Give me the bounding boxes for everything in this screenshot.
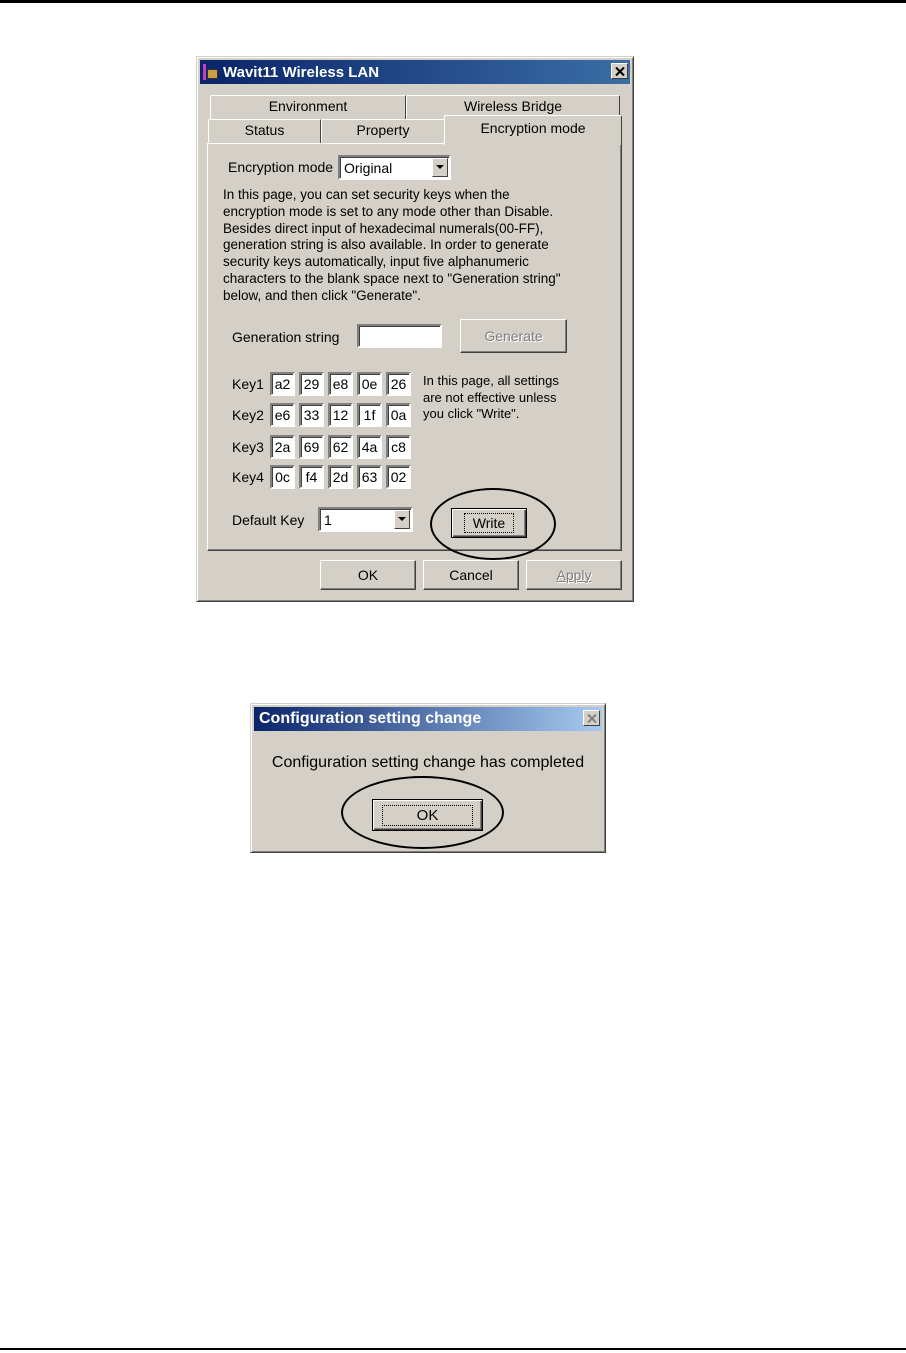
key4-byte2[interactable]: f4	[299, 465, 324, 489]
default-key-value: 1	[324, 511, 332, 528]
highlight-ring-write	[430, 488, 556, 560]
confirm-message: Configuration setting change has completed	[271, 754, 585, 771]
key3-byte2[interactable]: 69	[299, 435, 324, 459]
key1-byte3[interactable]: e8	[328, 372, 353, 396]
generation-string-label: Generation string	[232, 329, 340, 345]
key4-byte5[interactable]: 02	[386, 465, 411, 489]
confirm-ok-label: OK	[382, 805, 474, 826]
key3-byte5[interactable]: c8	[386, 435, 411, 459]
key4-byte4[interactable]: 63	[357, 465, 382, 489]
key4-byte3[interactable]: 2d	[328, 465, 353, 489]
key2-byte2[interactable]: 33	[299, 403, 324, 427]
apply-button-label: Apply	[556, 567, 592, 583]
page-top-rule	[0, 0, 906, 3]
tab-environment[interactable]: Environment	[210, 95, 406, 119]
description-line: security keys automatically, input five alphanumeric	[223, 254, 529, 270]
tab-status[interactable]: Status	[208, 119, 321, 143]
close-icon[interactable]	[583, 710, 600, 726]
key3-byte3[interactable]: 62	[328, 435, 353, 459]
ok-button[interactable]: OK	[320, 560, 416, 590]
key2-label: Key2	[232, 407, 264, 423]
generate-button[interactable]: Generate	[460, 319, 567, 353]
confirm-title: Configuration setting change	[259, 710, 482, 727]
dialog-title: Wavit11 Wireless LAN	[223, 63, 380, 81]
key2-byte3[interactable]: 12	[328, 403, 353, 427]
confirm-titlebar[interactable]	[254, 707, 602, 731]
apply-button[interactable]	[526, 560, 622, 590]
page-bottom-rule	[0, 1348, 906, 1350]
description-line: below, and then click "Generate".	[223, 287, 421, 303]
key2-byte4[interactable]: 1f	[357, 403, 382, 427]
note-line: you click "Write".	[423, 406, 520, 421]
key2-byte5[interactable]: 0a	[386, 403, 411, 427]
write-note	[423, 373, 603, 423]
key3-byte4[interactable]: 4a	[357, 435, 382, 459]
dialog-titlebar[interactable]	[200, 60, 630, 84]
key1-byte2[interactable]: 29	[299, 372, 324, 396]
description-line: characters to the blank space next to "Generation string"	[223, 270, 561, 286]
tab-encryption-mode[interactable]: Encryption mode	[444, 115, 622, 145]
note-line: In this page, all settings	[423, 373, 559, 388]
tab-property[interactable]: Property	[321, 119, 445, 143]
highlight-ring-ok	[341, 776, 504, 849]
default-key-select[interactable]	[318, 507, 413, 532]
key1-byte4[interactable]: 0e	[357, 372, 382, 396]
description-line: In this page, you can set security keys when the	[223, 187, 510, 202]
app-icon	[203, 64, 219, 80]
wavit11-dialog	[196, 56, 634, 602]
cancel-button[interactable]: Cancel	[423, 560, 519, 590]
encryption-description	[223, 187, 603, 305]
description-line: encryption mode is set to any mode other than Disable.	[223, 203, 554, 219]
key1-label: Key1	[232, 376, 264, 392]
default-key-label: Default Key	[232, 512, 305, 528]
description-line: generation string is also available. In order to generate	[223, 237, 549, 253]
key3-byte1[interactable]: 2a	[270, 435, 295, 459]
chevron-down-icon[interactable]	[394, 510, 410, 529]
close-icon[interactable]	[611, 63, 628, 79]
key3-label: Key3	[232, 439, 264, 455]
encryption-mode-select[interactable]	[338, 155, 451, 180]
tab-wireless-bridge[interactable]: Wireless Bridge	[406, 95, 620, 119]
key1-byte5[interactable]: 26	[386, 372, 411, 396]
key2-byte1[interactable]: e6	[270, 403, 295, 427]
key4-label: Key4	[232, 469, 264, 485]
encryption-mode-label: Encryption mode	[228, 159, 334, 175]
note-line: are not effective unless	[423, 389, 557, 405]
generation-string-input[interactable]	[357, 324, 442, 348]
description-line: Besides direct input of hexadecimal numerals(00-FF),	[223, 220, 544, 236]
confirmation-dialog	[250, 703, 606, 853]
write-button-label: Write	[464, 513, 514, 533]
key4-byte1[interactable]: 0c	[270, 465, 295, 489]
key1-byte1[interactable]: a2	[270, 372, 295, 396]
encryption-mode-value: Original	[344, 159, 393, 176]
chevron-down-icon[interactable]	[432, 158, 448, 177]
